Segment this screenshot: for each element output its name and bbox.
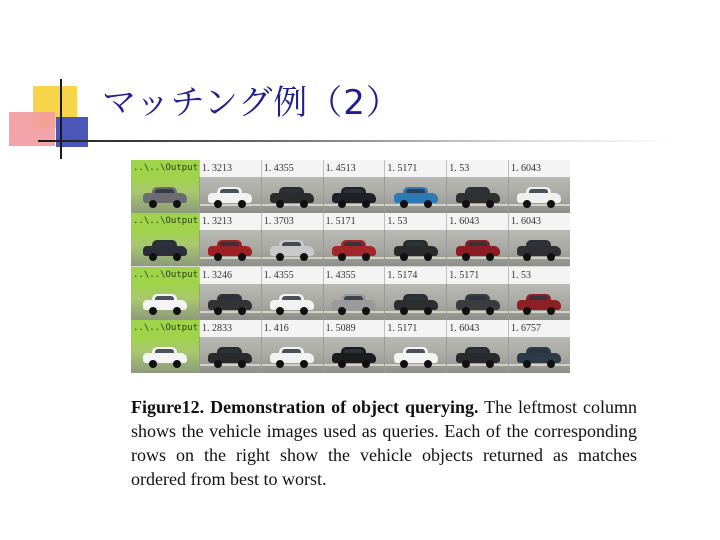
vehicle-icon xyxy=(456,239,500,261)
result-vehicle-image xyxy=(508,230,570,266)
match-score: 1. 53 xyxy=(384,213,446,230)
match-score: 1. 2833 xyxy=(199,320,261,337)
match-score: 1. 5171 xyxy=(384,160,446,177)
match-score: 1. 53 xyxy=(446,160,508,177)
label-strip xyxy=(131,160,570,177)
vehicle-icon xyxy=(208,293,252,315)
vehicle-icon xyxy=(270,239,314,261)
result-vehicle-image xyxy=(446,284,508,320)
result-vehicle-image xyxy=(199,230,261,266)
result-vehicle-image xyxy=(508,284,570,320)
vehicle-icon xyxy=(456,346,500,368)
photo-strip xyxy=(131,337,570,373)
query-vehicle-image xyxy=(131,337,199,373)
vehicle-icon xyxy=(394,293,438,315)
title-underline xyxy=(38,140,678,142)
vehicle-icon xyxy=(394,186,438,208)
vehicle-icon xyxy=(332,186,376,208)
match-score: 1. 3213 xyxy=(199,160,261,177)
result-vehicle-image xyxy=(446,230,508,266)
match-score: 1. 6043 xyxy=(446,320,508,337)
vehicle-icon xyxy=(143,293,187,315)
result-vehicle-image xyxy=(508,337,570,373)
vehicle-icon xyxy=(517,346,561,368)
result-vehicle-image xyxy=(199,337,261,373)
vehicle-icon xyxy=(456,186,500,208)
match-score: 1. 6043 xyxy=(508,213,570,230)
vehicle-icon xyxy=(456,293,500,315)
figure-row xyxy=(131,160,570,213)
result-vehicle-image xyxy=(261,284,323,320)
result-vehicle-image xyxy=(323,230,385,266)
vehicle-icon xyxy=(332,346,376,368)
match-score: 1. 5171 xyxy=(384,320,446,337)
match-score: 1. 4355 xyxy=(261,267,323,284)
photo-strip xyxy=(131,284,570,320)
result-vehicle-image xyxy=(323,284,385,320)
caption-body: The leftmost column shows the vehicle images used as queries. Each of the corresponding rows on the right show the vehicle objects returned as matches ordered from best to worst. xyxy=(131,397,637,489)
match-score: 1. 5174 xyxy=(384,267,446,284)
label-strip xyxy=(131,213,570,230)
vehicle-icon xyxy=(517,239,561,261)
result-vehicle-image xyxy=(261,337,323,373)
vehicle-icon xyxy=(332,239,376,261)
result-vehicle-image xyxy=(323,337,385,373)
query-path-label: ..\..\Output xyxy=(131,320,199,337)
match-score: 1. 6043 xyxy=(446,213,508,230)
photo-strip xyxy=(131,177,570,213)
query-vehicle-image xyxy=(131,177,199,213)
result-vehicle-image xyxy=(323,177,385,213)
vehicle-icon xyxy=(394,239,438,261)
figure-row xyxy=(131,213,570,266)
vehicle-icon xyxy=(270,346,314,368)
result-vehicle-image xyxy=(384,230,446,266)
result-vehicle-image xyxy=(261,177,323,213)
query-vehicle-image xyxy=(131,230,199,266)
result-vehicle-image xyxy=(199,177,261,213)
label-strip xyxy=(131,267,570,284)
result-vehicle-image xyxy=(261,230,323,266)
vehicle-icon xyxy=(208,239,252,261)
query-path-label: ..\..\Output xyxy=(131,267,199,284)
vehicle-icon xyxy=(270,186,314,208)
match-score: 1. 5089 xyxy=(323,320,385,337)
slide-title: マッチング例（2） xyxy=(102,83,401,123)
photo-strip xyxy=(131,230,570,266)
match-score: 1. 53 xyxy=(508,267,570,284)
result-vehicle-image xyxy=(446,337,508,373)
vehicle-icon xyxy=(143,239,187,261)
vehicle-icon xyxy=(208,346,252,368)
result-vehicle-image xyxy=(384,337,446,373)
match-score: 1. 416 xyxy=(261,320,323,337)
match-score: 1. 3246 xyxy=(199,267,261,284)
query-vehicle-image xyxy=(131,284,199,320)
result-vehicle-image xyxy=(384,284,446,320)
query-path-label: ..\..\Output xyxy=(131,160,199,177)
match-score: 1. 4355 xyxy=(261,160,323,177)
match-score: 1. 6043 xyxy=(508,160,570,177)
match-score: 1. 3213 xyxy=(199,213,261,230)
decor-vertical-line xyxy=(60,79,62,159)
vehicle-icon xyxy=(394,346,438,368)
match-score: 1. 4513 xyxy=(323,160,385,177)
vehicle-icon xyxy=(517,293,561,315)
vehicle-icon xyxy=(208,186,252,208)
match-score: 1. 4355 xyxy=(323,267,385,284)
result-vehicle-image xyxy=(199,284,261,320)
figure-caption xyxy=(131,395,637,491)
vehicle-icon xyxy=(143,346,187,368)
match-score: 1. 6757 xyxy=(508,320,570,337)
vehicle-icon xyxy=(143,186,187,208)
vehicle-icon xyxy=(270,293,314,315)
result-vehicle-image xyxy=(508,177,570,213)
result-vehicle-image xyxy=(446,177,508,213)
figure-row xyxy=(131,320,570,373)
vehicle-icon xyxy=(517,186,561,208)
result-vehicle-image xyxy=(384,177,446,213)
caption-lead: Figure12. Demonstration of object querying. xyxy=(131,397,479,417)
figure-row xyxy=(131,267,570,320)
match-score: 1. 5171 xyxy=(446,267,508,284)
query-results-figure xyxy=(131,160,570,373)
label-strip xyxy=(131,320,570,337)
match-score: 1. 3703 xyxy=(261,213,323,230)
query-path-label: ..\..\Output xyxy=(131,213,199,230)
vehicle-icon xyxy=(332,293,376,315)
match-score: 1. 5171 xyxy=(323,213,385,230)
